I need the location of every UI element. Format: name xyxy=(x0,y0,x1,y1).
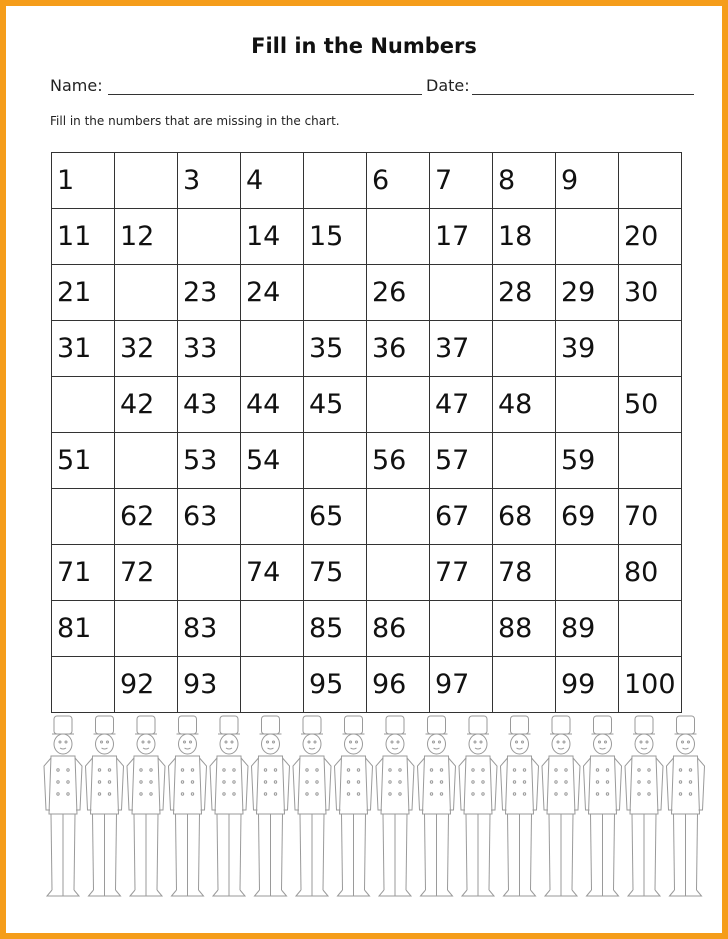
number-cell xyxy=(304,545,367,601)
number-cell xyxy=(178,489,241,545)
chart-row xyxy=(52,545,682,601)
cell-number: 43 xyxy=(183,389,218,420)
cell-number: 45 xyxy=(309,389,344,420)
blank-cell[interactable] xyxy=(493,321,556,377)
cell-number: 7 xyxy=(435,165,453,196)
number-cell xyxy=(556,657,619,713)
number-cell xyxy=(304,601,367,657)
cell-number: 88 xyxy=(498,613,533,644)
toy-soldier-icon xyxy=(459,716,497,896)
number-cell xyxy=(493,545,556,601)
chart-row xyxy=(52,657,682,713)
cell-number: 96 xyxy=(372,669,407,700)
number-cell xyxy=(52,433,115,489)
number-cell xyxy=(367,601,430,657)
toy-soldier-icon xyxy=(667,716,705,896)
number-cell xyxy=(52,545,115,601)
blank-cell[interactable] xyxy=(304,433,367,489)
blank-cell[interactable] xyxy=(52,657,115,713)
cell-number: 14 xyxy=(246,221,281,252)
blank-cell[interactable] xyxy=(619,153,682,209)
cell-number: 3 xyxy=(183,165,201,196)
cell-number: 20 xyxy=(624,221,659,252)
number-cell xyxy=(619,545,682,601)
number-cell xyxy=(493,377,556,433)
cell-number: 89 xyxy=(561,613,596,644)
blank-cell[interactable] xyxy=(52,377,115,433)
chart-row xyxy=(52,321,682,377)
cell-number: 70 xyxy=(624,501,659,532)
number-cell xyxy=(178,657,241,713)
number-cell xyxy=(619,489,682,545)
cell-number: 71 xyxy=(57,557,92,588)
blank-cell[interactable] xyxy=(367,489,430,545)
blank-cell[interactable] xyxy=(619,321,682,377)
cell-number: 36 xyxy=(372,333,407,364)
toy-soldier-icon xyxy=(376,716,414,896)
toy-soldier-icon xyxy=(127,716,165,896)
number-cell xyxy=(430,657,493,713)
cell-number: 17 xyxy=(435,221,470,252)
cell-number: 30 xyxy=(624,277,659,308)
cell-number: 28 xyxy=(498,277,533,308)
cell-number: 35 xyxy=(309,333,344,364)
cell-number: 80 xyxy=(624,557,659,588)
blank-cell[interactable] xyxy=(619,433,682,489)
cell-number: 92 xyxy=(120,669,155,700)
toy-soldier-icon xyxy=(252,716,290,896)
number-cell xyxy=(556,433,619,489)
blank-cell[interactable] xyxy=(115,601,178,657)
number-cell xyxy=(115,209,178,265)
number-cell xyxy=(430,321,493,377)
number-cell xyxy=(304,321,367,377)
blank-cell[interactable] xyxy=(241,657,304,713)
blank-cell[interactable] xyxy=(367,377,430,433)
number-cell xyxy=(556,601,619,657)
chart-row xyxy=(52,265,682,321)
number-cell xyxy=(52,209,115,265)
cell-number: 65 xyxy=(309,501,344,532)
blank-cell[interactable] xyxy=(493,657,556,713)
chart-row xyxy=(52,433,682,489)
toy-soldier-icon xyxy=(418,716,456,896)
blank-cell[interactable] xyxy=(241,321,304,377)
number-cell xyxy=(178,601,241,657)
cell-number: 85 xyxy=(309,613,344,644)
cell-number: 15 xyxy=(309,221,344,252)
blank-cell[interactable] xyxy=(115,153,178,209)
cell-number: 99 xyxy=(561,669,596,700)
number-cell xyxy=(367,657,430,713)
cell-number: 77 xyxy=(435,557,470,588)
cell-number: 95 xyxy=(309,669,344,700)
cell-number: 68 xyxy=(498,501,533,532)
cell-number: 21 xyxy=(57,277,92,308)
cell-number: 47 xyxy=(435,389,470,420)
cell-number: 6 xyxy=(372,165,390,196)
number-cell xyxy=(430,433,493,489)
blank-cell[interactable] xyxy=(115,433,178,489)
number-cell xyxy=(619,265,682,321)
number-cell xyxy=(115,377,178,433)
number-cell xyxy=(115,657,178,713)
chart-row xyxy=(52,601,682,657)
cell-number: 12 xyxy=(120,221,155,252)
cell-number: 26 xyxy=(372,277,407,308)
blank-cell[interactable] xyxy=(430,601,493,657)
number-cell xyxy=(304,377,367,433)
number-cell xyxy=(430,545,493,601)
number-cell xyxy=(241,153,304,209)
cell-number: 44 xyxy=(246,389,281,420)
number-cell xyxy=(367,265,430,321)
number-cell xyxy=(304,489,367,545)
toy-soldier-icon xyxy=(210,716,248,896)
blank-cell[interactable] xyxy=(556,545,619,601)
number-cell xyxy=(367,433,430,489)
cell-number: 18 xyxy=(498,221,533,252)
number-cell xyxy=(52,153,115,209)
number-cell xyxy=(430,209,493,265)
cell-number: 37 xyxy=(435,333,470,364)
blank-cell[interactable] xyxy=(241,489,304,545)
cell-number: 11 xyxy=(57,221,92,252)
cell-number: 75 xyxy=(309,557,344,588)
instruction-text: Fill in the numbers that are missing in the chart. xyxy=(50,114,340,128)
chart-row xyxy=(52,489,682,545)
cell-number: 67 xyxy=(435,501,470,532)
number-cell xyxy=(178,433,241,489)
number-cell xyxy=(241,209,304,265)
name-label: Name: xyxy=(50,76,103,95)
date-field-line[interactable] xyxy=(472,94,694,95)
cell-number: 93 xyxy=(183,669,218,700)
chart-row xyxy=(52,209,682,265)
toy-soldier-icon xyxy=(584,716,622,896)
cell-number: 72 xyxy=(120,557,155,588)
hundred-chart xyxy=(51,152,682,713)
cell-number: 97 xyxy=(435,669,470,700)
date-label: Date: xyxy=(426,76,470,95)
number-cell xyxy=(556,153,619,209)
blank-cell[interactable] xyxy=(115,265,178,321)
cell-number: 33 xyxy=(183,333,218,364)
number-cell xyxy=(430,377,493,433)
cell-number: 83 xyxy=(183,613,218,644)
chart-row xyxy=(52,377,682,433)
number-cell xyxy=(493,209,556,265)
number-cell xyxy=(178,321,241,377)
cell-number: 29 xyxy=(561,277,596,308)
blank-cell[interactable] xyxy=(556,377,619,433)
cell-number: 24 xyxy=(246,277,281,308)
number-cell xyxy=(241,265,304,321)
blank-cell[interactable] xyxy=(367,209,430,265)
number-cell xyxy=(619,377,682,433)
number-cell xyxy=(430,489,493,545)
chart-row xyxy=(52,153,682,209)
blank-cell[interactable] xyxy=(367,545,430,601)
number-cell xyxy=(556,489,619,545)
number-cell xyxy=(493,153,556,209)
number-cell xyxy=(241,377,304,433)
cell-number: 32 xyxy=(120,333,155,364)
toy-soldier-icon xyxy=(501,716,539,896)
number-cell xyxy=(115,489,178,545)
cell-number: 39 xyxy=(561,333,596,364)
number-cell xyxy=(115,321,178,377)
cell-number: 48 xyxy=(498,389,533,420)
toy-soldier-icon xyxy=(169,716,207,896)
cell-number: 4 xyxy=(246,165,264,196)
blank-cell[interactable] xyxy=(52,489,115,545)
cell-number: 78 xyxy=(498,557,533,588)
number-cell xyxy=(619,657,682,713)
cell-number: 31 xyxy=(57,333,92,364)
cell-number: 51 xyxy=(57,445,92,476)
number-cell xyxy=(367,321,430,377)
page-title: Fill in the Numbers xyxy=(251,34,477,58)
toy-soldier-icon xyxy=(293,716,331,896)
blank-cell[interactable] xyxy=(241,601,304,657)
number-cell xyxy=(52,321,115,377)
toy-soldier-icon xyxy=(86,716,124,896)
blank-cell[interactable] xyxy=(619,601,682,657)
number-cell xyxy=(178,153,241,209)
cell-number: 100 xyxy=(624,669,676,700)
toy-soldier-icon xyxy=(44,716,82,896)
blank-cell[interactable] xyxy=(178,209,241,265)
cell-number: 63 xyxy=(183,501,218,532)
cell-number: 81 xyxy=(57,613,92,644)
toy-soldier-icon xyxy=(625,716,663,896)
cell-number: 56 xyxy=(372,445,407,476)
cell-number: 53 xyxy=(183,445,218,476)
number-cell xyxy=(493,489,556,545)
number-cell xyxy=(241,433,304,489)
cell-number: 8 xyxy=(498,165,516,196)
cell-number: 50 xyxy=(624,389,659,420)
blank-cell[interactable] xyxy=(493,433,556,489)
toy-soldiers-decoration xyxy=(42,714,706,900)
cell-number: 23 xyxy=(183,277,218,308)
number-cell xyxy=(493,601,556,657)
number-cell xyxy=(178,265,241,321)
blank-cell[interactable] xyxy=(304,153,367,209)
cell-number: 42 xyxy=(120,389,155,420)
blank-cell[interactable] xyxy=(430,265,493,321)
cell-number: 59 xyxy=(561,445,596,476)
number-cell xyxy=(430,153,493,209)
number-cell xyxy=(52,265,115,321)
blank-cell[interactable] xyxy=(178,545,241,601)
cell-number: 69 xyxy=(561,501,596,532)
blank-cell[interactable] xyxy=(556,209,619,265)
number-cell xyxy=(304,657,367,713)
cell-number: 57 xyxy=(435,445,470,476)
cell-number: 86 xyxy=(372,613,407,644)
number-cell xyxy=(241,545,304,601)
toy-soldier-icon xyxy=(542,716,580,896)
cell-number: 54 xyxy=(246,445,281,476)
number-cell xyxy=(619,209,682,265)
number-cell xyxy=(493,265,556,321)
number-cell xyxy=(367,153,430,209)
name-date-row xyxy=(50,74,682,100)
name-field-line[interactable] xyxy=(108,94,422,95)
number-cell xyxy=(178,377,241,433)
number-cell xyxy=(556,265,619,321)
number-cell xyxy=(304,209,367,265)
cell-number: 74 xyxy=(246,557,281,588)
number-cell xyxy=(115,545,178,601)
toy-soldier-icon xyxy=(335,716,373,896)
cell-number: 1 xyxy=(57,165,75,196)
number-cell xyxy=(52,601,115,657)
number-cell xyxy=(556,321,619,377)
cell-number: 9 xyxy=(561,165,579,196)
cell-number: 62 xyxy=(120,501,155,532)
blank-cell[interactable] xyxy=(304,265,367,321)
